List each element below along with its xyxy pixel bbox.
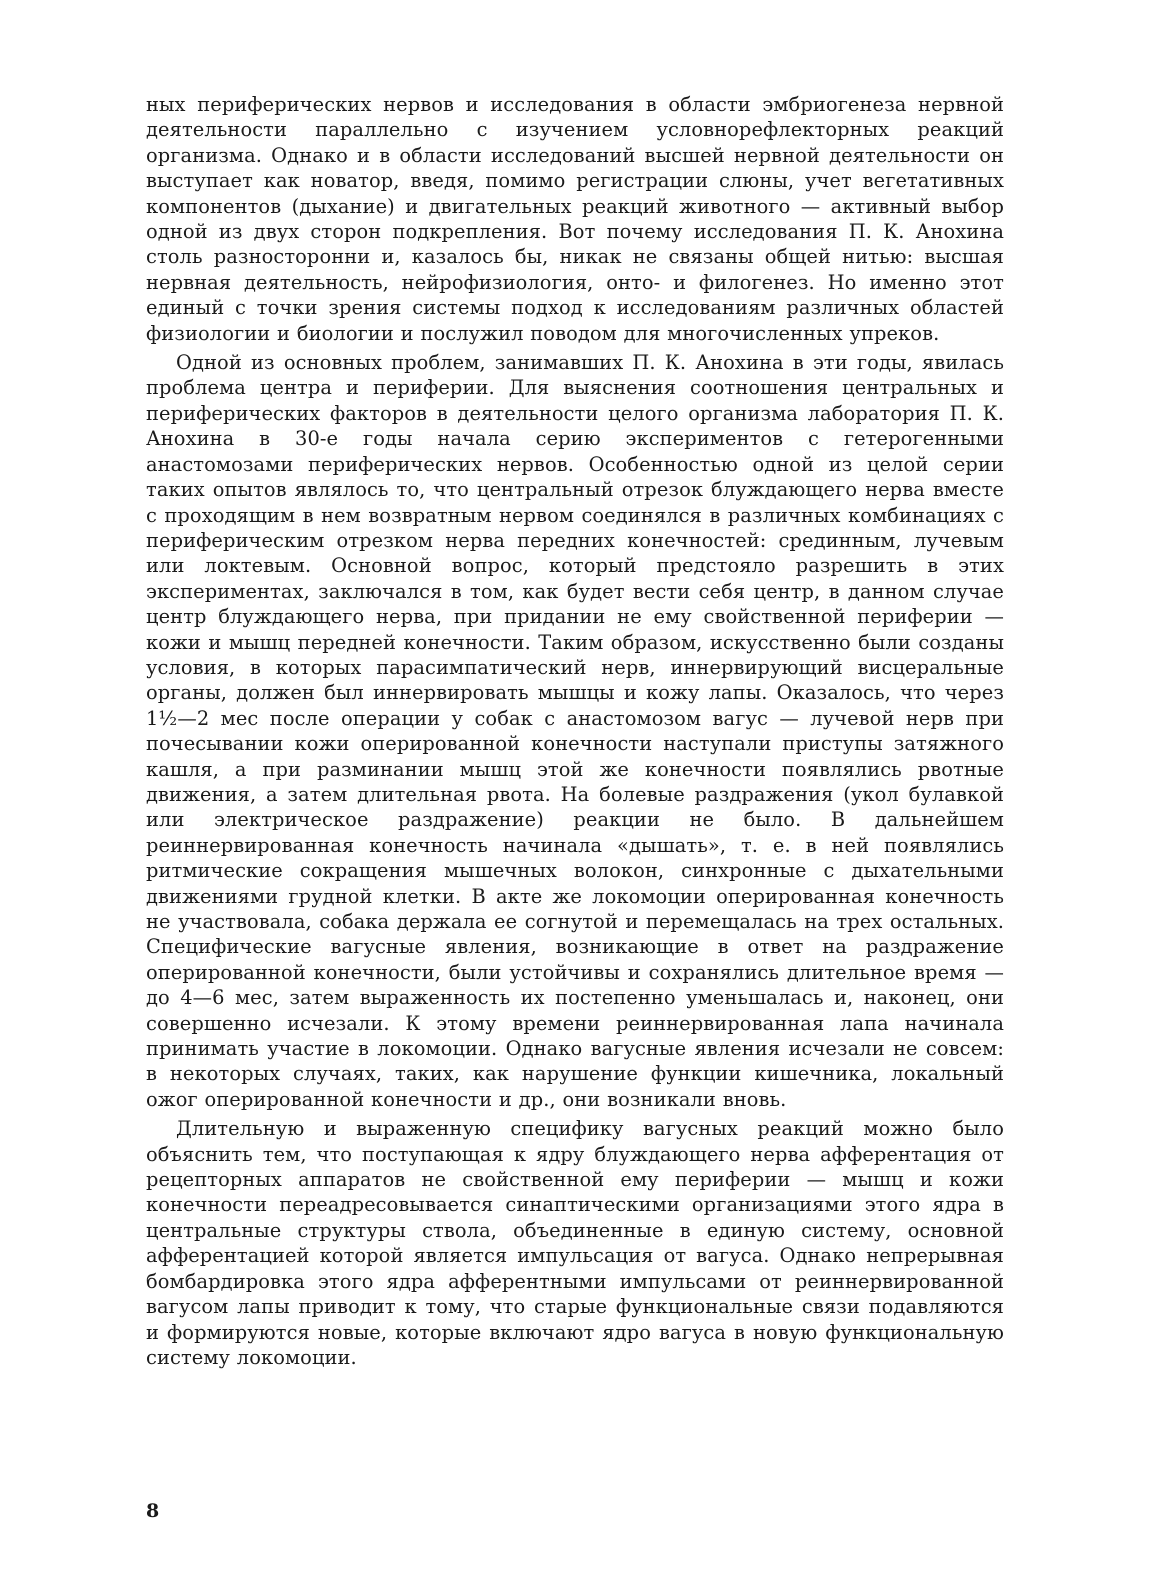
paragraph-1: ных периферических нервов и исследования в области эмбриогенеза нервной деятельности параллельно с изучением условнорефлекторных реакций организма. Однако и в области исследований высшей нервной деятельности он выступает как новатор, введя, помимо регистрации слюны, учет вегетативных компонентов (дыхание) и двигательных реакций животного — активный выбор одной из двух сторон подкрепления. Вот почему исследования П. К. Анохина столь разносторонни и, казалось бы, никак не связаны общей нитью: высшая нервная деятельность, нейрофизиология, онто- и филогенез. Но именно этот единый с точки зрения системы подход к исследованиям различных областей физиологии и биологии и послужил поводом для многочисленных упреков. [146,93,1004,345]
page-body [146,92,1004,1572]
paragraph-3: Длительную и выраженную специфику вагусных реакций можно было объяснить тем, что поступающая к ядру блуждающего нерва афферентация от рецепторных аппаратов не свойственной ему периферии — мышц и кожи конечности переадресовывается синаптическими организациями этого ядра в центральные структуры ствола, объединенные в единую систему, основной афферентацией которой является импульсация от вагуса. Однако непрерывная бомбардировка этого ядра афферентными импульсами от реиннервированной вагусом лапы приводит к тому, что старые функциональные связи подавляются и формируются новые, которые включают ядро вагуса в новую функциональную систему локомоции. [146,1117,1004,1369]
paragraph-2: Одной из основных проблем, занимавших П. К. Анохина в эти годы, явилась проблема центра и периферии. Для выяснения соотношения центральных и периферических факторов в деятельности целого организма лаборатория П. К. Анохина в 30-е годы начала серию экспериментов с гетерогенными анастомозами периферических нервов. Особенностью одной из целой серии таких опытов являлось то, что центральный отрезок блуждающего нерва вместе с проходящим в нем возвратным нервом соединялся в различных комбинациях с периферическим отрезком нерва передних конечностей: срединным, лучевым или локтевым. Основной вопрос, который предстояло разрешить в этих экспериментах, заключался в том, как будет вести себя центр, в данном случае центр блуждающего нерва, при придании не ему свойственной периферии — кожи и мышц передней конечности. Таким образом, искусственно были созданы условия, в которых парасимпатический нерв, иннервирующий висцеральные органы, должен был иннервировать мышцы и кожу лапы. Оказалось, что через 1½—2 мес после операции у собак с анастомозом вагус — лучевой нерв при почесывании кожи оперированной конечности наступали приступы затяжного кашля, а при разминании мышц этой же конечности появлялись рвотные движения, а затем длительная рвота. На болевые раздражения (укол булавкой или электрическое раздражение) реакции не было. В дальнейшем реиннервированная конечность начинала «дышать», т. е. в ней появлялись ритмические сокращения мышечных волокон, синхронные с дыхательными движениями грудной клетки. В акте же локомоции оперированная конечность не участвовала, собака держала ее согнутой и перемещалась на трех остальных. Специфические вагусные явления, возникающие в ответ на раздражение оперированной конечности, были устойчивы и сохранялись длительное время — до 4—6 мес, затем выраженность их постепенно уменьшалась и, наконец, они совершенно исчезали. К этому времени реиннервированная лапа начинала принимать участие в локомоции. Однако вагусные явления исчезали не совсем: в некоторых случаях, таких, как нарушение функции кишечника, локальный ожог оперированной конечности и др., они возникали вновь. [146,351,1004,1111]
page-number: 8 [146,1500,160,1522]
